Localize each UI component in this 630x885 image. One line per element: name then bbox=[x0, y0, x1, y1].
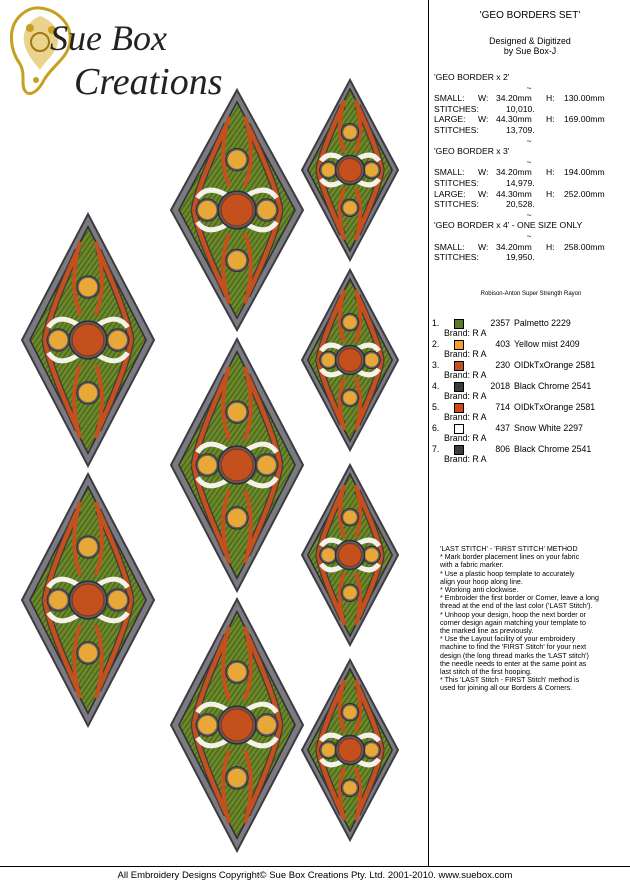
thread-number: 2. bbox=[432, 339, 440, 349]
embroidered-diamond bbox=[302, 80, 398, 260]
thread-code: 714 bbox=[495, 402, 510, 412]
copyright-footer: All Embroidery Designs Copyright© Sue Box Creations Pty. Ltd. 2001-2010. www.suebox.com bbox=[117, 870, 513, 881]
embroidered-diamond bbox=[22, 214, 154, 466]
thread-brand-label: Brand: R A bbox=[444, 370, 487, 380]
thread-name: Snow White 2297 bbox=[514, 423, 583, 433]
thread-code: 437 bbox=[495, 423, 510, 433]
sue-box-logo bbox=[0, 0, 240, 105]
tilde-sep: ~ bbox=[526, 135, 532, 146]
thread-brand: Robison-Anton Super Strength Rayon bbox=[480, 291, 582, 297]
embroidered-diamond bbox=[171, 599, 303, 851]
method-line: * Mark border placement lines on your fabric bbox=[440, 553, 580, 562]
embroidered-diamond bbox=[171, 339, 303, 591]
thread-brand-label: Brand: R A bbox=[444, 391, 487, 401]
thread-code: 806 bbox=[495, 444, 510, 454]
stitch-row: STITCHES: 19,950. bbox=[434, 252, 535, 263]
logo-text-line1: Sue Box bbox=[50, 18, 167, 58]
size-row: SMALL: W: 34.20mm H: 194.00mm bbox=[434, 167, 605, 178]
logo-text-line2: Creations bbox=[74, 61, 223, 103]
method-line: * Embroider the first border or Corner, leave a long bbox=[440, 594, 599, 603]
vertical-divider bbox=[428, 0, 429, 866]
thread-number: 7. bbox=[432, 444, 440, 454]
size-row: SMALL: W: 34.20mm H: 258.00mm bbox=[434, 241, 605, 252]
method-line: * Working anti clockwise. bbox=[440, 586, 519, 595]
size-group bbox=[434, 220, 624, 262]
size-group bbox=[434, 72, 624, 146]
method-line: design (the long thread marks the 'LAST stitch') bbox=[440, 651, 589, 660]
thread-number: 1. bbox=[432, 318, 440, 328]
footer-divider bbox=[0, 866, 630, 867]
stitch-row: STITCHES: 20,528. bbox=[434, 199, 535, 210]
method-line: thread at the end of the last color ('LAST Stitch'). bbox=[440, 602, 593, 611]
tilde-sep: ~ bbox=[526, 156, 532, 167]
embroidered-diamond bbox=[302, 660, 398, 840]
method-line: last stitch of the first hooping. bbox=[440, 668, 532, 677]
thread-number: 4. bbox=[432, 381, 440, 391]
method-line: * Unhoop your design, hoop the next border or bbox=[440, 610, 586, 619]
thread-brand-label: Brand: R A bbox=[444, 433, 487, 443]
thread-item bbox=[432, 402, 628, 423]
thread-code: 2018 bbox=[490, 381, 510, 391]
embroidered-diamond bbox=[302, 465, 398, 645]
size-row: LARGE: W: 44.30mm H: 169.00mm bbox=[434, 114, 605, 125]
size-specs bbox=[434, 72, 624, 263]
size-group-name: 'GEO BORDER x 3' bbox=[434, 146, 510, 157]
thread-item bbox=[432, 339, 628, 360]
size-row: SMALL: W: 34.20mm H: 130.00mm bbox=[434, 93, 605, 104]
method-line: the needle needs to enter at the same point as bbox=[440, 659, 587, 668]
size-group-name: 'GEO BORDER x 4' - ONE SIZE ONLY bbox=[434, 220, 583, 231]
thread-brand-label: Brand: R A bbox=[444, 328, 487, 338]
credit-line2: by Sue Box-J bbox=[503, 46, 557, 56]
thread-number: 6. bbox=[432, 423, 440, 433]
method-line: align your hoop along line. bbox=[440, 577, 523, 586]
method-line: machine to find the 'FIRST Stitch' for your next bbox=[440, 643, 587, 652]
stitch-row: STITCHES: 14,979. bbox=[434, 177, 535, 188]
embroidered-diamond bbox=[22, 474, 154, 726]
thread-code: 230 bbox=[495, 360, 510, 370]
tilde-sep: ~ bbox=[526, 230, 532, 241]
thread-number: 3. bbox=[432, 360, 440, 370]
thread-item bbox=[432, 423, 628, 444]
method-line: corner design again matching your template to bbox=[440, 618, 586, 627]
design-credit bbox=[432, 36, 628, 56]
size-row: LARGE: W: 44.30mm H: 252.00mm bbox=[434, 188, 605, 199]
thread-brand-label: Brand: R A bbox=[444, 349, 487, 359]
thread-code: 403 bbox=[495, 339, 510, 349]
method-line: * This 'LAST Stitch - FIRST Stitch' method is bbox=[440, 676, 580, 685]
thread-code: 2357 bbox=[490, 318, 510, 328]
thread-number: 5. bbox=[432, 402, 440, 412]
thread-name: Palmetto 2229 bbox=[514, 318, 571, 328]
method-heading: 'LAST STITCH' - 'FIRST STITCH' METHOD bbox=[440, 545, 578, 553]
tilde-sep: ~ bbox=[526, 82, 532, 93]
thread-brand-label: Brand: R A bbox=[444, 412, 487, 422]
thread-brand-label: Brand: R A bbox=[444, 454, 487, 464]
method-line: * Use the Layout facility of your embroidery bbox=[440, 635, 576, 644]
method-lines bbox=[440, 553, 625, 692]
thread-list bbox=[432, 318, 628, 465]
embroidered-diamond bbox=[171, 90, 303, 330]
thread-name: Black Chrome 2541 bbox=[514, 381, 592, 391]
thread-name: OIDkTxOrange 2581 bbox=[514, 360, 596, 370]
thread-name: OIDkTxOrange 2581 bbox=[514, 402, 596, 412]
stitch-row: STITCHES: 13,709. bbox=[434, 124, 535, 135]
stitch-row: STITCHES: 10,010. bbox=[434, 103, 535, 114]
method-line: with a fabric marker. bbox=[440, 561, 504, 570]
method-line: the marked line as previously. bbox=[440, 627, 534, 636]
method-line: * Use a plastic hoop template to accurately bbox=[440, 569, 575, 578]
tilde-sep: ~ bbox=[526, 209, 532, 220]
thread-item bbox=[432, 444, 628, 465]
design-title: 'GEO BORDERS SET' bbox=[479, 10, 581, 21]
method-line: used for joining all our Borders & Corners. bbox=[440, 684, 573, 693]
size-group-name: 'GEO BORDER x 2' bbox=[434, 72, 510, 82]
size-group bbox=[434, 146, 624, 220]
embroidered-diamond bbox=[302, 270, 398, 450]
thread-name: Yellow mist 2409 bbox=[514, 339, 580, 349]
credit-line1: Designed & Digitized bbox=[489, 36, 571, 46]
stitch-method-notes bbox=[440, 545, 625, 693]
thread-item bbox=[432, 318, 628, 339]
thread-item bbox=[432, 381, 628, 402]
thread-item bbox=[432, 360, 628, 381]
thread-name: Black Chrome 2541 bbox=[514, 444, 592, 454]
